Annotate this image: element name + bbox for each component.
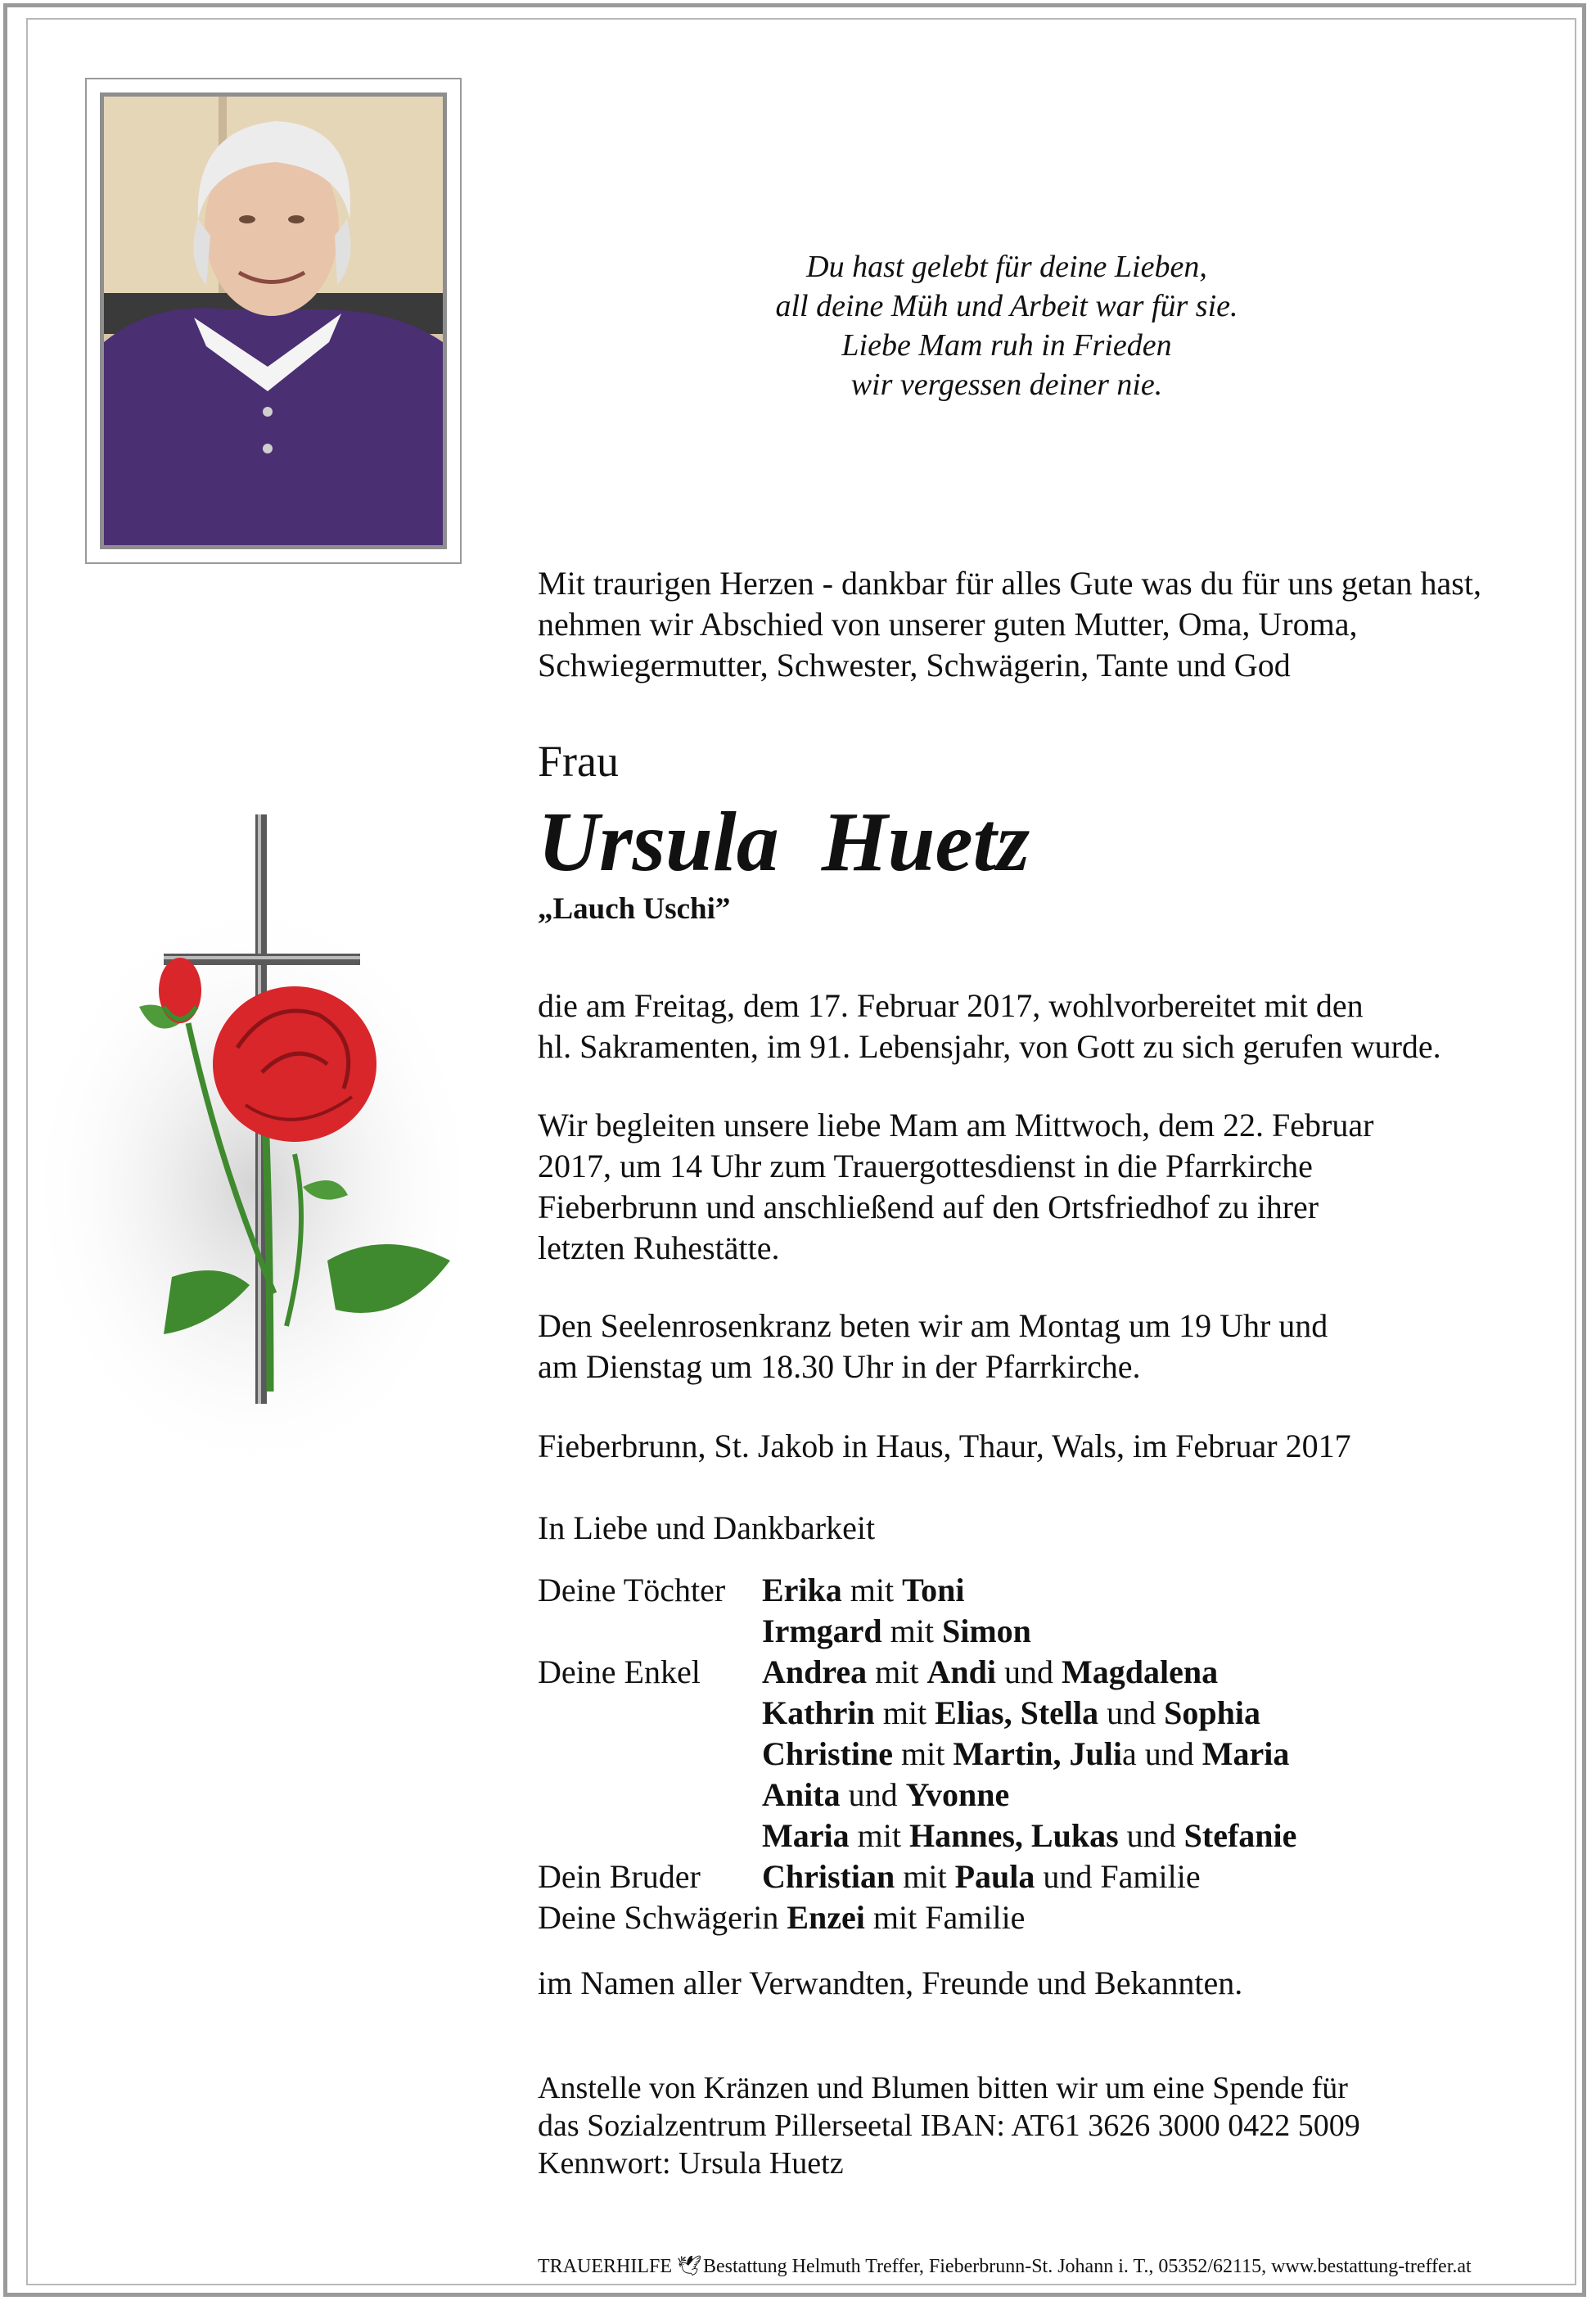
family-name: Martin, Juli — [953, 1735, 1123, 1772]
poem-line: Liebe Mam ruh in Frieden — [841, 328, 1172, 363]
family-name: Elias, Stella — [935, 1694, 1099, 1731]
family-name: Erika — [762, 1572, 842, 1608]
relation-label: Deine Schwägerin — [538, 1899, 787, 1936]
family-connector: mit — [893, 1735, 954, 1772]
death-notice — [538, 986, 1553, 1067]
deceased-name: Ursula Huetz — [538, 795, 1030, 889]
family-name: Toni — [902, 1572, 965, 1608]
family-name: Christian — [762, 1858, 895, 1895]
poem-line: all deine Müh und Arbeit war für sie. — [775, 289, 1238, 323]
closing — [538, 1963, 1553, 2004]
family-connector: und — [1098, 1694, 1165, 1731]
family-name: Magdalena — [1062, 1653, 1219, 1690]
donation-request — [538, 2069, 1553, 2182]
family-grandchildren-5 — [762, 1816, 1296, 1856]
family-sister-in-law — [538, 1897, 1025, 1938]
family-connector: a und — [1122, 1735, 1202, 1772]
intro-line: Schwiegermutter, Schwester, Schwägerin, Tante und God — [538, 647, 1291, 683]
donation-line: Anstelle von Kränzen und Blumen bitten wir um eine Spende für — [538, 2071, 1348, 2105]
family-brother — [538, 1856, 1201, 1897]
family-connector: mit — [874, 1694, 936, 1731]
funeral-line: 2017, um 14 Uhr zum Trauergottesdienst in die Pfarrkirche — [538, 1148, 1313, 1184]
relation-label: Deine Töchter — [538, 1572, 726, 1608]
footer-text: Bestattung Helmuth Treffer, Fieberbrunn-St. Johann i. T., 05352/62115, www.bestattung-treffer.at — [703, 2256, 1472, 2277]
family-grandchildren — [538, 1652, 1218, 1693]
funeral-line: Wir begleiten unsere liebe Mam am Mittwoch, dem 22. Februar — [538, 1107, 1374, 1143]
portrait-mount — [85, 78, 462, 564]
family-name: Yvonne — [905, 1776, 1010, 1813]
family-grandchildren-2 — [762, 1693, 1260, 1734]
family-name: Irmgard — [762, 1613, 882, 1649]
family-connector: mit — [849, 1817, 909, 1854]
family-connector: und — [1118, 1817, 1184, 1854]
intro-text — [538, 563, 1553, 686]
family-name: Anita — [762, 1776, 841, 1813]
funeral-line: Fieberbrunn und anschließend auf den Ortsfriedhof zu ihrer — [538, 1189, 1319, 1225]
family-name: Stefanie — [1183, 1817, 1297, 1854]
portrait-photo — [100, 92, 447, 549]
relation-label: Deine Enkel — [538, 1653, 701, 1690]
death-notice-line: die am Freitag, dem 17. Februar 2017, wohlvorbereitet mit den — [538, 987, 1364, 1024]
intro-line: Mit traurigen Herzen - dankbar für alles Gute was du für uns getan hast, — [538, 565, 1481, 602]
intro-line: nehmen wir Abschied von unserer guten Mutter, Oma, Uroma, — [538, 606, 1358, 643]
family-grandchildren-4 — [762, 1775, 1009, 1816]
family-name: Christine — [762, 1735, 893, 1772]
family-connector: mit — [881, 1613, 942, 1649]
family-connector: und Familie — [1035, 1858, 1201, 1895]
salutation: Frau — [538, 737, 619, 786]
family-connector: mit — [895, 1858, 955, 1895]
family-daughters — [538, 1570, 965, 1611]
footer-funeral-home — [538, 2254, 1472, 2279]
family-name: Hannes, Lukas — [908, 1817, 1119, 1854]
family-name: Maria — [1202, 1735, 1290, 1772]
family-connector: und — [840, 1776, 906, 1813]
deceased-nickname: „Lauch Uschi” — [538, 892, 731, 926]
memorial-poem — [720, 247, 1293, 404]
family-connector: mit — [867, 1653, 927, 1690]
closing-text: im Namen aller Verwandten, Freunde und Bekannten. — [538, 1964, 1243, 2001]
poem-line: wir vergessen deiner nie. — [850, 368, 1163, 402]
family-name: Sophia — [1164, 1694, 1261, 1731]
greeting — [538, 1508, 1553, 1549]
rosary-line: Den Seelenrosenkranz beten wir am Montag um 19 Uhr und — [538, 1307, 1328, 1344]
rosary-details — [538, 1306, 1553, 1387]
rosary-line: am Dienstag um 18.30 Uhr in der Pfarrkirche. — [538, 1348, 1141, 1385]
cross-rose-illustration — [25, 802, 483, 1510]
family-name: Enzei — [787, 1899, 865, 1936]
family-name: Simon — [941, 1613, 1031, 1649]
family-connector: und — [996, 1653, 1062, 1690]
death-notice-line: hl. Sakramenten, im 91. Lebensjahr, von Gott zu sich gerufen wurde. — [538, 1028, 1441, 1065]
dove-icon: 🕊 — [677, 2256, 702, 2277]
family-connector: mit Familie — [864, 1899, 1026, 1936]
relation-label: Dein Bruder — [538, 1858, 701, 1895]
poem-line: Du hast gelebt für deine Lieben, — [806, 250, 1207, 284]
place-date-text: Fieberbrunn, St. Jakob in Haus, Thaur, Wals, im Februar 2017 — [538, 1428, 1351, 1464]
family-name: Maria — [762, 1817, 850, 1854]
family-connector: mit — [841, 1572, 903, 1608]
family-daughters-2 — [762, 1611, 1031, 1652]
funeral-details — [538, 1105, 1553, 1269]
funeral-line: letzten Ruhestätte. — [538, 1229, 780, 1266]
family-name: Kathrin — [762, 1694, 875, 1731]
family-name: Andi — [926, 1653, 997, 1690]
family-name: Andrea — [762, 1653, 868, 1690]
place-date — [538, 1426, 1553, 1467]
footer-brand: TRAUERHILFE — [538, 2256, 672, 2277]
family-grandchildren-3 — [762, 1734, 1289, 1775]
donation-line: das Sozialzentrum Pillerseetal IBAN: AT61 3626 3000 0422 5009 — [538, 2109, 1360, 2143]
family-name: Paula — [954, 1858, 1035, 1895]
greeting-text: In Liebe und Dankbarkeit — [538, 1509, 876, 1546]
donation-line: Kennwort: Ursula Huetz — [538, 2146, 844, 2181]
